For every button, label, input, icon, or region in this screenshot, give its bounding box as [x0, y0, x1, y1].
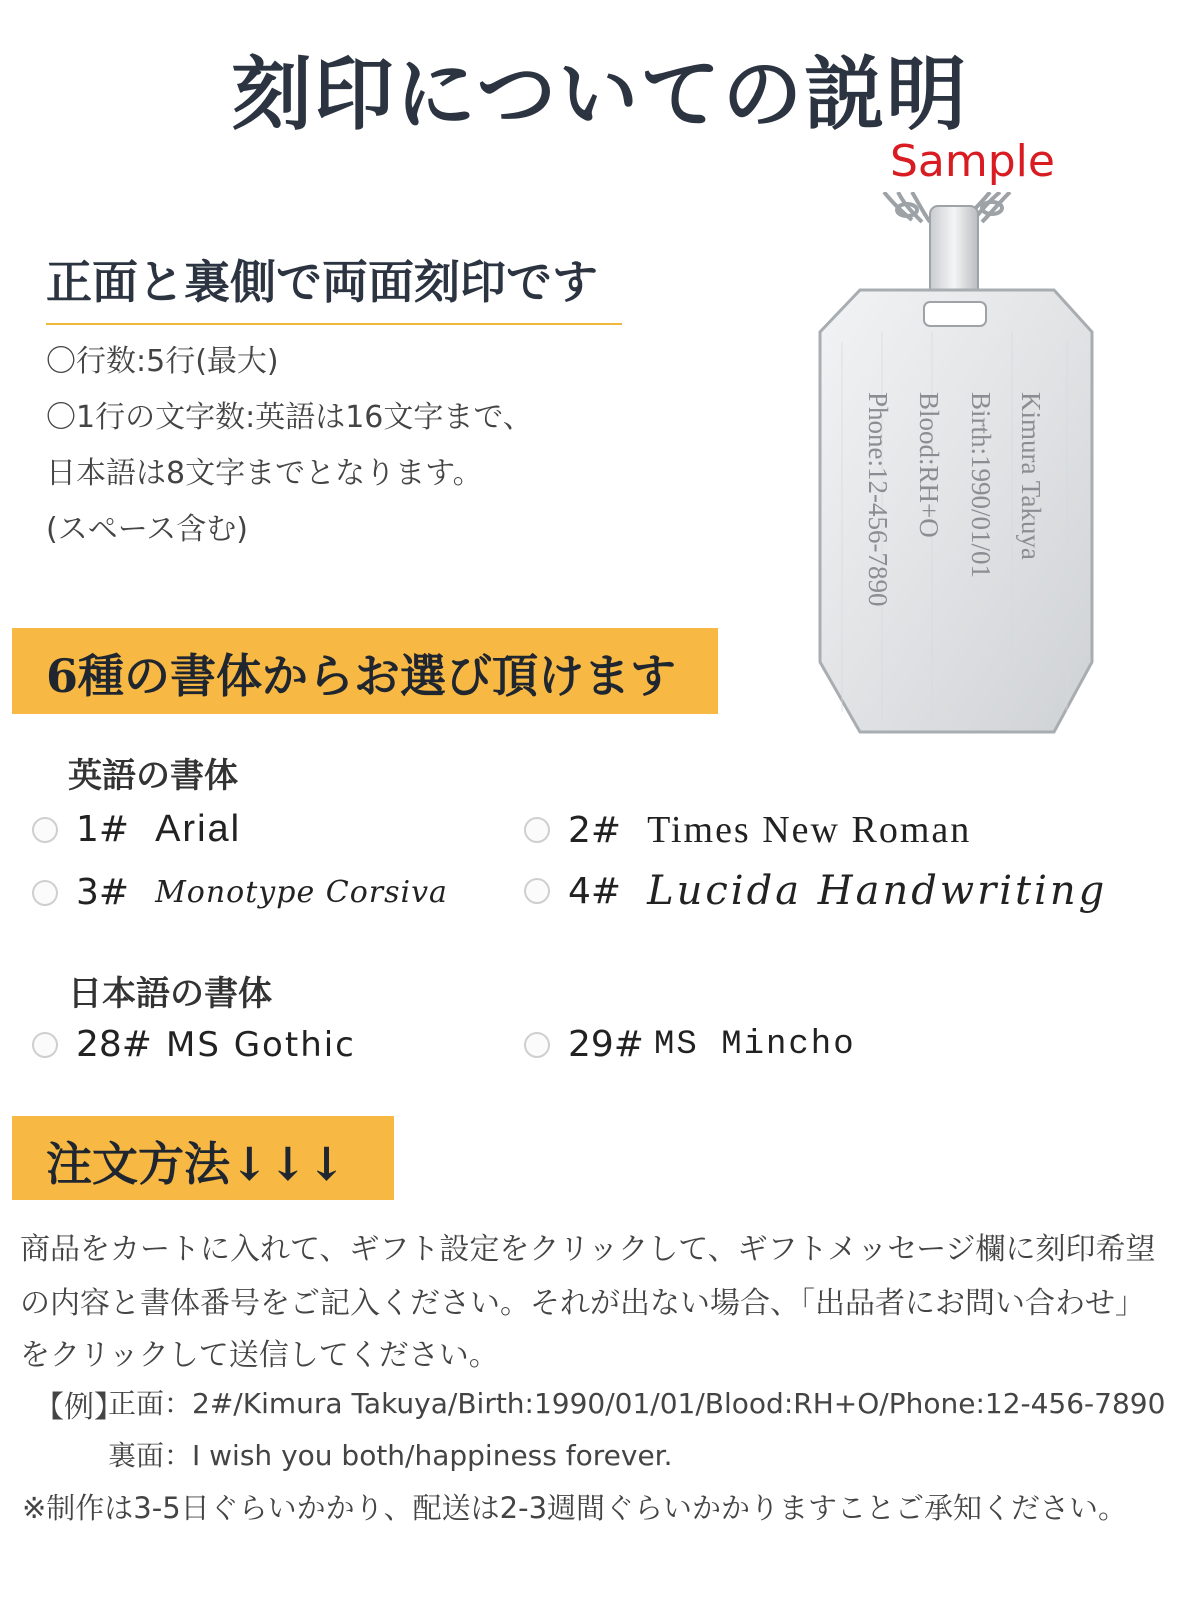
sample-label: Sample — [890, 136, 1055, 187]
font-option-number: 4# — [568, 870, 622, 912]
font-option-number: 29# — [568, 1024, 644, 1065]
tag-line-2: Birth:1990/01/01 — [966, 392, 996, 579]
font-option-number: 2# — [568, 809, 622, 851]
tag-line-3: Blood:RH+O — [914, 392, 944, 538]
order-instruction-line-3: をクリックして送信してください。 — [20, 1338, 499, 1373]
radio-icon[interactable] — [524, 817, 550, 843]
font-option-name: MS Mincho — [653, 1025, 856, 1064]
font-option-name: Lucida Handwriting — [647, 868, 1108, 914]
spec-line-4: (スペース含む) — [46, 512, 248, 547]
font-option-name: Times New Roman — [647, 809, 972, 851]
radio-icon[interactable] — [32, 817, 58, 843]
order-method-band-label: 注文方法↓↓↓ — [46, 1137, 346, 1191]
english-fonts-heading: 英語の書体 — [68, 756, 238, 796]
font-choice-band-label: 6種の書体からお選び頂けます — [46, 649, 677, 703]
tag-line-4: Phone:12-456-7890 — [863, 392, 893, 607]
production-note: ※制作は3-5日ぐらいかかり、配送は2-3週間ぐらいかかりますことご承知ください。 — [22, 1491, 1128, 1525]
tag-body — [820, 290, 1092, 732]
font-option-name: Monotype Corsiva — [155, 875, 448, 910]
font-option-3[interactable] — [32, 872, 448, 913]
spec-line-2: 〇1行の文字数:英語は16文字まで、 — [46, 400, 533, 435]
page-title: 刻印についての説明 — [231, 47, 969, 141]
font-option-number: 1# — [76, 809, 130, 850]
example-back: 裏面：I wish you both/happiness forever. — [108, 1439, 673, 1472]
order-instruction-line-1: 商品をカートに入れて、ギフト設定をクリックして、ギフトメッセージ欄に刻印希望 — [20, 1232, 1156, 1267]
order-instruction-line-2: の内容と書体番号をご記入ください。それが出ない場合、「出品者にお問い合わせ」 — [20, 1286, 1145, 1321]
radio-icon[interactable] — [524, 1032, 550, 1058]
font-option-number: 28# — [76, 1024, 152, 1065]
section1-heading: 正面と裏側で両面刻印です — [46, 255, 598, 309]
radio-icon[interactable] — [32, 880, 58, 906]
radio-icon[interactable] — [524, 878, 550, 904]
example-front: 正面：2#/Kimura Takuya/Birth:1990/01/01/Blood:RH+O/Phone:12-456-7890 — [108, 1387, 1166, 1420]
section1-divider — [46, 323, 622, 325]
font-option-28[interactable] — [32, 1024, 356, 1065]
spec-line-1: 〇行数:5行(最大) — [46, 344, 279, 379]
font-option-1[interactable] — [32, 808, 241, 851]
spec-line-3: 日本語は8文字までとなります。 — [46, 456, 483, 491]
font-option-2[interactable] — [524, 808, 971, 852]
font-option-name: MS Gothic — [165, 1024, 356, 1065]
tag-line-1: Kimura Takuya — [1016, 392, 1046, 560]
font-option-29[interactable] — [524, 1024, 856, 1065]
radio-icon[interactable] — [32, 1032, 58, 1058]
dog-tag-image — [812, 192, 1102, 737]
example-label: 【例】 — [34, 1390, 124, 1425]
font-option-number: 3# — [76, 872, 130, 913]
font-option-4[interactable] — [524, 868, 1107, 914]
font-option-name: Arial — [155, 808, 242, 850]
japanese-fonts-heading: 日本語の書体 — [68, 974, 272, 1014]
